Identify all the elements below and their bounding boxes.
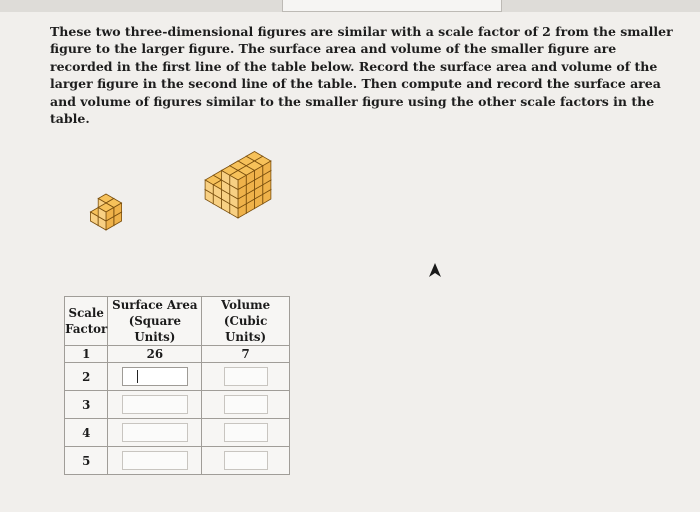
scale-cell: 2 [65, 363, 108, 391]
similar-figures-illustration [60, 140, 340, 280]
surface-area-input-scale-2[interactable] [122, 367, 188, 386]
volume-input-scale-4[interactable] [224, 423, 268, 442]
larger-figure [205, 152, 271, 219]
surface-area-input-scale-5[interactable] [122, 451, 188, 470]
scale-factor-table [64, 296, 290, 475]
table-row [65, 346, 290, 363]
table-row [65, 363, 290, 391]
header-volume: Volume (Cubic Units) [202, 297, 290, 346]
surface-area-cell: 26 [108, 346, 202, 363]
volume-input-scale-3[interactable] [224, 395, 268, 414]
volume-cell: 7 [202, 346, 290, 363]
header-surface-area: Surface Area (Square Units) [108, 297, 202, 346]
browser-top-bar [0, 0, 700, 12]
volume-input-scale-5[interactable] [224, 451, 268, 470]
scale-cell: 3 [65, 391, 108, 419]
table-header-row [65, 297, 290, 346]
mouse-cursor-icon [428, 262, 442, 278]
browser-tab[interactable] [282, 0, 502, 12]
table-row [65, 447, 290, 475]
volume-input-scale-2[interactable] [224, 367, 268, 386]
problem-instructions: These two three-dimensional figures are similar with a scale factor of 2 from the smaller figure to the larger figure. The surface area and volume of the smaller figure are recorded in the first line of the table below. Record the surface area and volume of the larger figure in the second line of the table. Then compute and record the surface area and volume of figures similar to the smaller figure using the other scale factors in the table. [50, 24, 673, 127]
table-row [65, 391, 290, 419]
scale-cell: 1 [65, 346, 108, 363]
surface-area-input-scale-4[interactable] [122, 423, 188, 442]
scale-cell: 5 [65, 447, 108, 475]
header-scale-factor: Scale Factor [65, 297, 108, 346]
surface-area-input-scale-3[interactable] [122, 395, 188, 414]
table-row [65, 419, 290, 447]
smaller-figure [90, 194, 121, 230]
scale-cell: 4 [65, 419, 108, 447]
